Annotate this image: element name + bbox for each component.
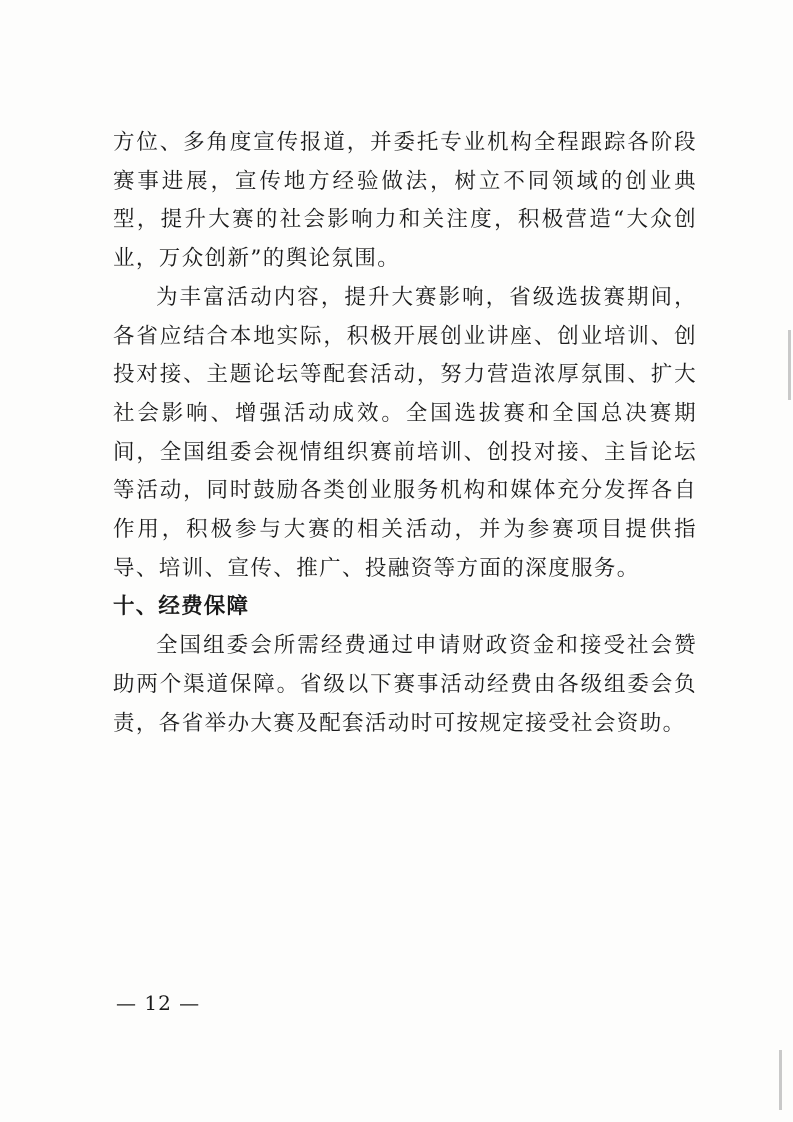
paragraph-activities: 为丰富活动内容，提升大赛影响，省级选拔赛期间，各省应结合本地实际，积极开展创业讲座、创业培训、创投对接、主题论坛等配套活动，努力营造浓厚氛围、扩大社会影响、增强活动成效。全国选拔赛和全国总决赛期间，全国组委会视情组织赛前培训、创投对接、主旨论坛等活动，同时鼓励各类创业服务机构和媒体充分发挥各自作用，积极参与大赛的相关活动，并为参赛项目提供指导、培训、宣传、推广、投融资等方面的深度服务。: [113, 284, 697, 581]
page-number: — 12 —: [116, 991, 201, 1015]
paragraph-funding: 全国组委会所需经费通过申请财政资金和接受社会赞助两个渠道保障。省级以下赛事活动经费由各级组委会负责，各省举办大赛及配套活动时可按规定接受社会资助。: [113, 633, 697, 736]
paragraph-continuation: 方位、多角度宣传报道，并委托专业机构全程跟踪各阶段赛事进展，宣传地方经验做法，树立不同领域的创业典型，提升大赛的社会影响力和关注度，积极营造“大众创业，万众创新”的舆论氛围。: [113, 130, 697, 272]
section-heading-funding: 十、经费保障: [113, 594, 250, 620]
scan-edge-mark: [779, 1050, 782, 1110]
scan-edge-mark: [788, 330, 791, 400]
document-body: [113, 124, 697, 743]
